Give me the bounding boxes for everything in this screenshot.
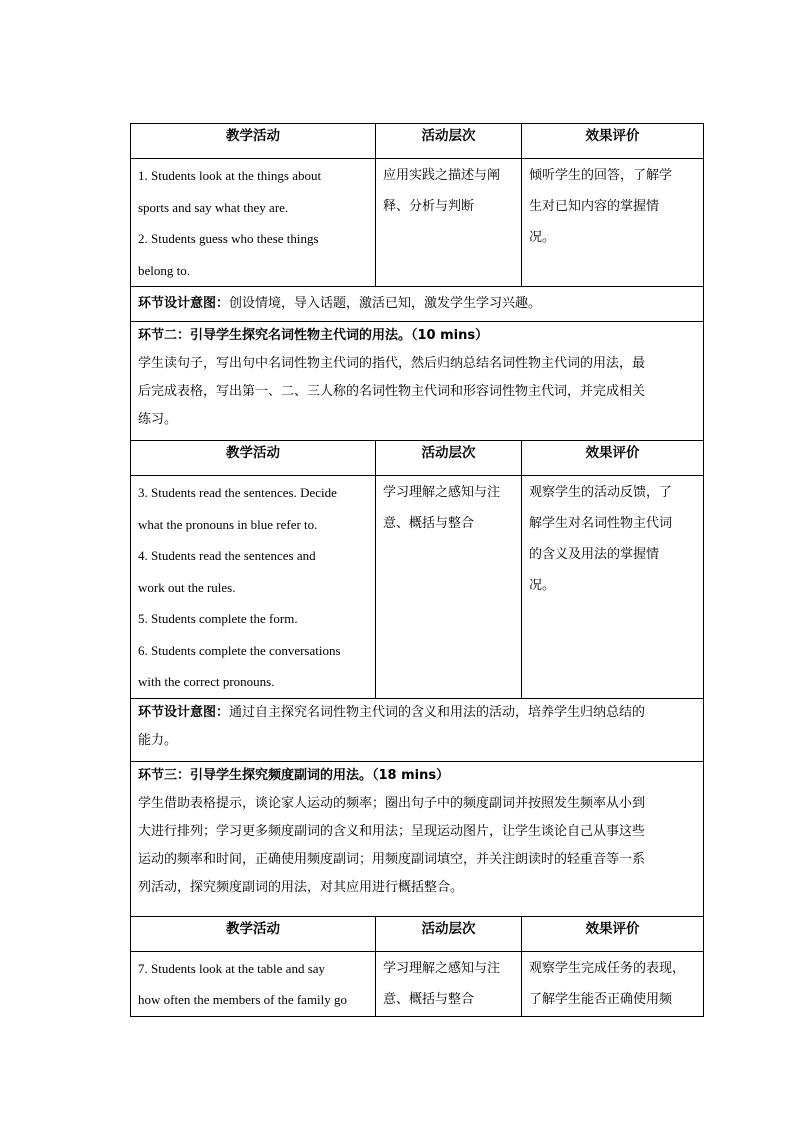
table-header-row [131,124,704,159]
table-row [131,287,704,322]
activity-line: 6. Students complete the conversations [138,642,341,658]
table-row [131,476,704,699]
header-evaluation: 效果评价 [522,916,704,951]
level-line: 应用实践之描述与阐 [383,168,501,183]
evaluation-line: 况。 [529,230,556,245]
design-intent-text: 能力。 [138,732,178,748]
activity-line: how often the members of the family go [138,992,348,1007]
activity-line: work out the rules. [138,579,236,595]
section-description-line: 运动的频率和时间，正确使用频度副词；用频度副词填空，并关注朗读时的轻重音等一系 [138,851,646,867]
table-header-row [131,441,704,476]
design-intent-text: 创设情境，导入话题，激活已知，激发学生学习兴趣。 [229,296,542,311]
level-line: 学习理解之感知与注 [383,960,501,976]
evaluation-line: 解学生对名词性物主代词 [529,516,673,531]
table-header-row [131,916,704,951]
activity-line: belong to. [138,262,190,278]
evaluation-line: 观察学生完成任务的表现， [529,960,686,976]
evaluation-line: 倾听学生的回答，了解学 [529,168,673,183]
level-line: 学习理解之感知与注 [383,485,501,500]
table-row [131,322,704,441]
table-row [131,761,704,916]
design-intent-text: 通过自主探究名词性物主代词的含义和用法的活动，培养学生归纳总结的 [229,704,646,720]
level-cell [376,476,522,699]
activities-cell [131,159,376,287]
evaluation-line: 况。 [529,578,556,593]
section-title: 环节三：引导学生探究频度副词的用法。（18 mins） [138,767,450,783]
activity-line: 4. Students read the sentences and [138,548,316,563]
lesson-plan-table [130,123,704,1017]
section-description-line: 后完成表格，写出第一、二、三人称的名词性物主代词和形容词性物主代词，并完成相关 [138,384,646,399]
design-intent-cell [131,698,704,761]
activities-cell [131,951,376,1016]
design-intent-label: 环节设计意图： [138,704,230,720]
header-evaluation: 效果评价 [522,124,704,159]
level-cell [376,951,522,1016]
activity-line: 1. Students look at the things about [138,168,322,183]
activity-line: what the pronouns in blue refer to. [138,516,318,532]
evaluation-line: 生对已知内容的掌握情 [529,199,660,214]
design-intent-cell [131,287,704,322]
evaluation-cell [522,951,704,1016]
evaluation-cell [522,159,704,287]
section-description-line: 练习。 [138,412,178,427]
section-description-cell [131,322,704,441]
level-line: 释、分析与判断 [383,199,475,214]
section-description-cell [131,761,704,916]
design-intent-label: 环节设计意图： [138,296,230,311]
section-description-line: 大进行排列；学习更多频度副词的含义和用法；呈现运动图片，让学生谈论自己从事这些 [138,823,646,839]
table-row [131,159,704,287]
section-description-line: 列活动，探究频度副词的用法，对其应用进行概括整合。 [138,879,464,895]
activity-line: 2. Students guess who these things [138,231,319,246]
evaluation-cell [522,476,704,699]
header-activities: 教学活动 [131,441,376,476]
level-cell [376,159,522,287]
evaluation-line: 的含义及用法的掌握情 [529,547,660,562]
section-description-line: 学生借助表格提示，谈论家人运动的频率；圈出句子中的频度副词并按照发生频率从小到 [138,795,646,811]
activity-line: 5. Students complete the form. [138,611,298,626]
activity-line: 7. Students look at the table and say [138,960,326,976]
table-row [131,951,704,1016]
evaluation-line: 观察学生的活动反馈，了 [529,485,673,500]
table-row [131,698,704,761]
level-line: 意、概括与整合 [383,991,475,1007]
level-line: 意、概括与整合 [383,516,475,531]
activity-line: 3. Students read the sentences. Decide [138,485,337,500]
activities-cell [131,476,376,699]
activity-line: sports and say what they are. [138,199,289,215]
header-level: 活动层次 [376,441,522,476]
header-level: 活动层次 [376,124,522,159]
activity-line: with the correct pronouns. [138,674,275,689]
evaluation-line: 了解学生能否正确使用频 [529,991,673,1007]
header-activities: 教学活动 [131,124,376,159]
header-evaluation: 效果评价 [522,441,704,476]
header-level: 活动层次 [376,916,522,951]
header-activities: 教学活动 [131,916,376,951]
section-description-line: 学生读句子，写出句中名词性物主代词的指代，然后归纳总结名词性物主代词的用法，最 [138,356,646,371]
section-title: 环节二：引导学生探究名词性物主代词的用法。（10 mins） [138,328,489,343]
